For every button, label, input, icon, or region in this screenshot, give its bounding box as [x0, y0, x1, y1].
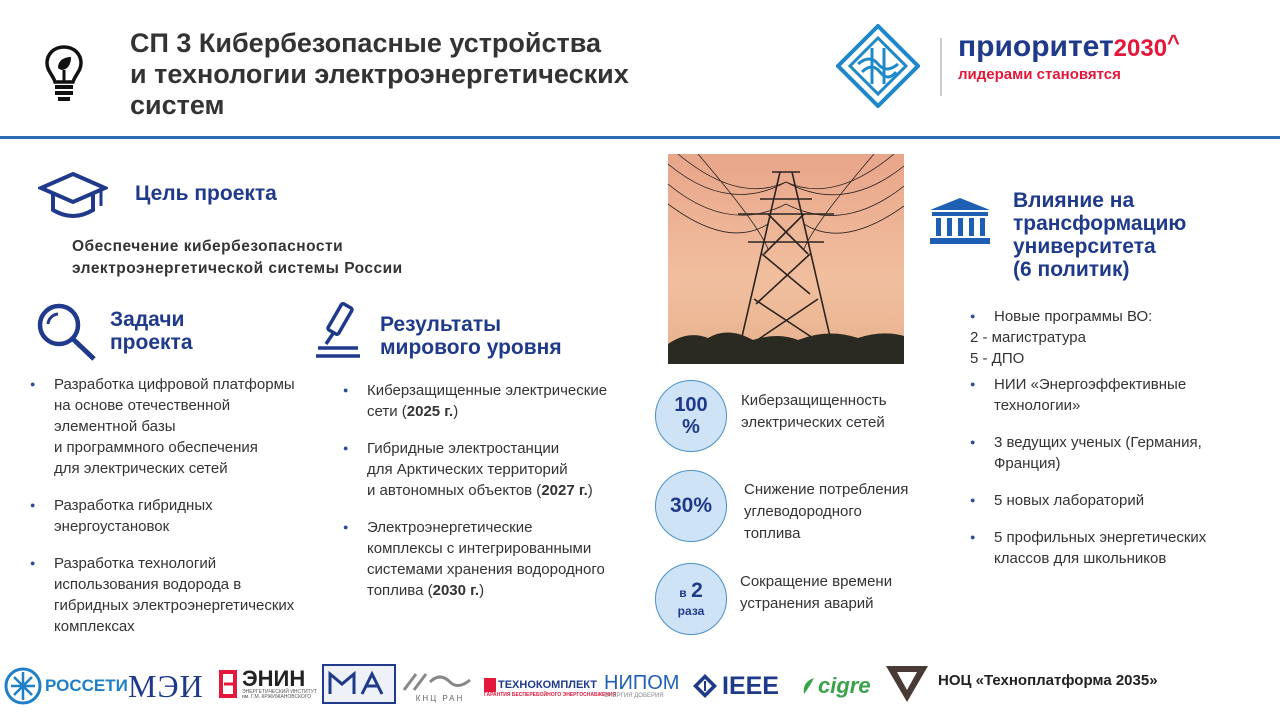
- tasks-heading-line-1: Задачи: [110, 308, 185, 331]
- brand-slogan: лидерами становятся: [958, 66, 1121, 83]
- enin-text: ЭНИН: [242, 666, 306, 691]
- university-building-icon: [928, 196, 992, 246]
- stat-value: 30%: [669, 494, 713, 517]
- results-heading-line-1: Результаты: [380, 313, 502, 336]
- stat-text-3: [740, 571, 892, 615]
- stat-circle-100: [655, 380, 727, 452]
- stat-text-line: Снижение потребления: [744, 481, 909, 498]
- results-heading: [380, 313, 562, 359]
- stat-text-line: Сокращение времени: [740, 573, 893, 590]
- list-item: ● Новые программы ВО:: [970, 308, 1153, 325]
- goal-text: [72, 236, 403, 280]
- stat-suffix: раза: [677, 604, 705, 618]
- stat-text-line: топлива: [744, 525, 801, 542]
- cigre-text: cigre: [818, 673, 871, 698]
- header-logos: [836, 22, 1256, 112]
- brand-year: 2030: [1113, 35, 1168, 62]
- cigre-logo: [800, 664, 871, 708]
- list-item: [970, 490, 1260, 511]
- stat-text-1: [741, 390, 887, 434]
- list-item-line: ● 5 профильных энергетических: [994, 529, 1207, 546]
- list-item-line: ● Разработка цифровой платформы: [54, 376, 295, 393]
- logo-divider: [940, 38, 942, 96]
- rosseti-icon: [4, 667, 42, 705]
- list-item: [970, 432, 1260, 474]
- list-item-line: для Арктических территорий: [367, 461, 568, 478]
- brand-caret: ^: [1167, 30, 1180, 55]
- technokomplekt-subtext: ГАРАНТИЯ БЕСПЕРЕБОЙНОГО ЭНЕРГОСНАБЖЕНИЯ: [484, 692, 617, 698]
- list-item: [30, 374, 330, 479]
- list-item: [30, 495, 330, 537]
- list-item: [343, 517, 643, 601]
- stat-circle-30: [655, 470, 727, 542]
- results-list: [343, 380, 643, 617]
- result-year: 2025 г.: [406, 403, 454, 420]
- rosseti-logo: [4, 664, 128, 708]
- technokomplekt-logo: [484, 666, 616, 710]
- list-item-subline: 5 - ДПО: [970, 350, 1025, 367]
- ieee-logo: [692, 664, 779, 708]
- enin-subtext: ЭНЕРГЕТИЧЕСКИЙ ИНСТИТУТ им. Г.М. КРЖИЖАНОВСКОГО: [242, 689, 317, 700]
- influence-heading-line: университета: [1013, 235, 1156, 258]
- enin-icon: [218, 669, 238, 699]
- ieee-text: IEEE: [722, 671, 779, 700]
- list-item-text: ): [587, 482, 593, 499]
- cigre-icon: [800, 674, 818, 698]
- rosseti-text: РОССЕТИ: [45, 676, 128, 695]
- graduation-cap-icon: [38, 170, 108, 220]
- technokomplekt-text: ТЕХНОКОМПЛЕКТ: [498, 679, 597, 691]
- lightbulb-icon: [44, 44, 84, 106]
- list-item: [343, 380, 643, 422]
- kcs-text: КНЦ РАН: [415, 693, 465, 703]
- list-item-line: классов для школьников: [994, 550, 1167, 567]
- nipom-subtext: ЭНЕРГИЯ ДОВЕРИЯ: [604, 693, 664, 699]
- stat-value: 2: [691, 579, 703, 602]
- stat-text-line: электрических сетей: [741, 414, 885, 431]
- list-item-line: на основе отечественной: [54, 397, 231, 414]
- nipom-logo: [604, 664, 679, 708]
- list-item-line: ● 3 ведущих ученых (Германия,: [994, 434, 1202, 451]
- stat-text-line: устранения аварий: [740, 595, 874, 612]
- mei-logo: [128, 664, 204, 708]
- brand-name: приоритет: [958, 30, 1114, 63]
- list-item-line: ● Разработка технологий: [54, 555, 217, 572]
- list-item-line: технологии»: [994, 397, 1081, 414]
- list-item-text: Новые программы ВО:: [994, 308, 1153, 325]
- vniidmash-logo: [322, 662, 396, 706]
- list-item-line: [367, 480, 643, 501]
- nipom-text: НИПОМ: [604, 672, 680, 694]
- list-item-line: ● Электроэнергетические: [367, 519, 533, 536]
- list-item-line: энергоустановок: [54, 518, 170, 535]
- list-item: [970, 374, 1260, 416]
- results-heading-line-2: мирового уровня: [380, 336, 562, 359]
- influence-heading: [1013, 189, 1186, 281]
- title-line-1: СП 3 Кибербезопасные устройства: [130, 28, 602, 58]
- tasks-heading: [110, 308, 193, 354]
- list-item-text: ): [453, 403, 459, 420]
- list-item-line: [367, 401, 643, 422]
- list-item: [343, 438, 643, 501]
- noc-label: НОЦ «Технoплатформа 2035»: [938, 672, 1158, 689]
- list-item-line: комплексы с интегрированными: [367, 540, 592, 557]
- list-item-line: ● НИИ «Энергоэффективные: [994, 376, 1187, 393]
- influence-heading-line: Влияние на: [1013, 189, 1135, 212]
- kcs-icon: [400, 670, 480, 694]
- influence-heading-line: трансформацию: [1013, 212, 1187, 235]
- list-item-line: элементной базы: [54, 418, 176, 435]
- technokomplekt-icon: [484, 678, 496, 692]
- university-logo: [836, 24, 920, 108]
- list-item-line: Франция): [994, 455, 1061, 472]
- stat-prefix: в: [679, 586, 687, 600]
- list-item-line: ● Киберзащищенные электрические: [367, 382, 608, 399]
- goal-heading: Цель проекта: [135, 182, 277, 205]
- goal-text-line-1: Обеспечение кибербезопасности: [72, 238, 344, 255]
- tasks-heading-line-2: проекта: [110, 331, 193, 354]
- stat-circle-2x: [655, 563, 727, 635]
- magnifier-icon: [36, 302, 98, 362]
- kcs-logo: [400, 664, 480, 708]
- stat-value-unit: %: [682, 416, 700, 438]
- tasks-list: [30, 374, 330, 653]
- result-year: 2027 г.: [541, 482, 588, 499]
- list-item-line: и программного обеспечения: [54, 439, 258, 456]
- technoplatform-logo: [884, 662, 930, 706]
- list-item-line: для электрических сетей: [54, 460, 228, 477]
- list-item-line: комплексах: [54, 618, 135, 635]
- list-item-line: [367, 580, 643, 601]
- influence-heading-line: (6 политик): [1013, 258, 1130, 281]
- stat-value: 100: [674, 394, 708, 416]
- header-divider: [0, 136, 1280, 139]
- priority-2030-logo: [958, 30, 1258, 83]
- list-item-text: и автономных объектов (: [367, 482, 542, 499]
- vniidmash-icon: [322, 664, 396, 704]
- influence-list: [970, 374, 1260, 585]
- mei-text: МЭИ: [128, 667, 204, 704]
- result-year: 2030 г.: [432, 582, 480, 599]
- list-item: [970, 527, 1260, 569]
- page-title: [130, 28, 810, 121]
- list-item-line: гибридных электроэнергетических: [54, 597, 295, 614]
- list-item-line: ● 5 новых лабораторий: [994, 492, 1145, 509]
- title-line-2: и технологии электроэнергетических: [130, 59, 629, 89]
- list-item-text: сети (: [367, 403, 407, 420]
- influence-first-item: [970, 306, 1152, 369]
- technoplatform-icon: [884, 664, 930, 704]
- list-item: [30, 553, 330, 637]
- goal-text-line-2: электроэнергетической системы России: [72, 260, 403, 277]
- stat-text-line: углеводородного: [744, 503, 862, 520]
- power-tower-photo: [668, 154, 904, 364]
- list-item-line: использования водорода в: [54, 576, 242, 593]
- list-item-subline: 2 - магистратура: [970, 329, 1086, 346]
- list-item-text: ): [479, 582, 485, 599]
- microscope-icon: [312, 302, 364, 360]
- title-line-3: систем: [130, 90, 225, 120]
- stat-text-2: [744, 479, 908, 545]
- list-item-line: ● Гибридные электростанции: [367, 440, 560, 457]
- list-item-line: системами хранения водородного: [367, 561, 605, 578]
- ieee-icon: [692, 673, 718, 699]
- enin-logo: [218, 662, 324, 706]
- list-item-line: ● Разработка гибридных: [54, 497, 213, 514]
- list-item-text: топлива (: [367, 582, 433, 599]
- stat-text-line: Киберзащищенность: [741, 392, 887, 409]
